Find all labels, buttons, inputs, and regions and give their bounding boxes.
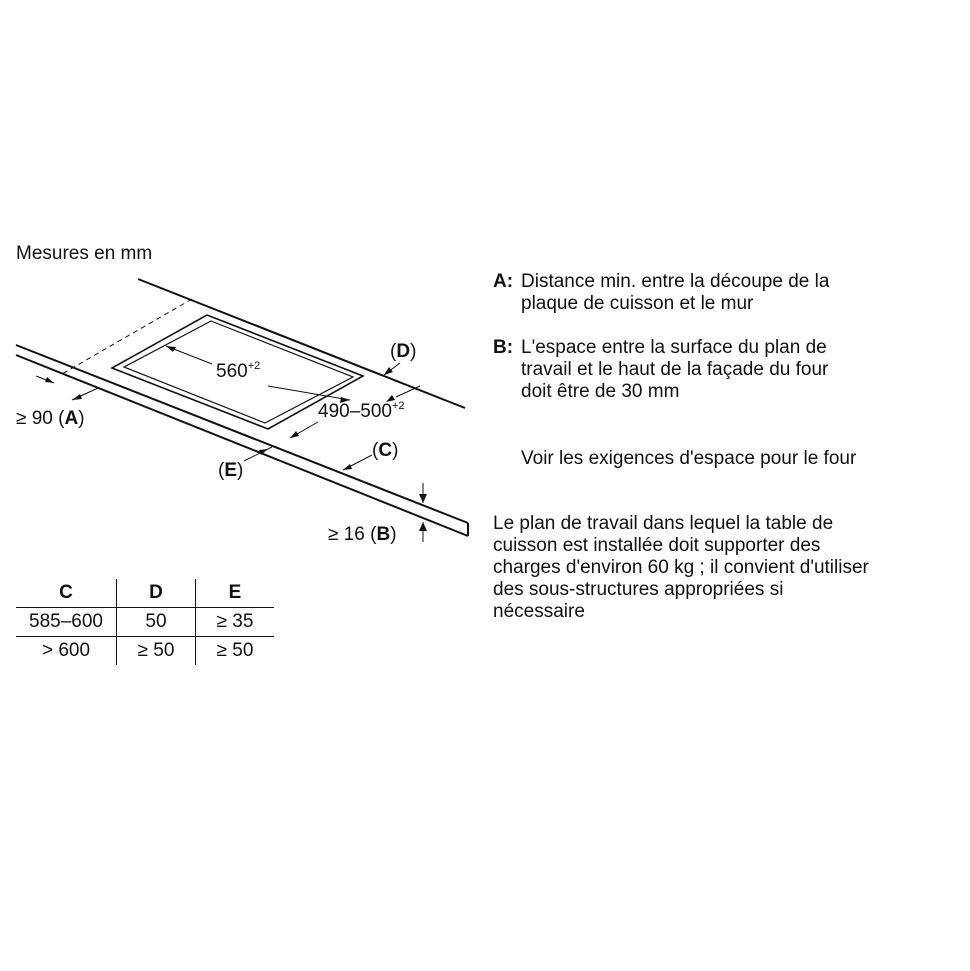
arrowhead [419, 522, 427, 531]
clearance-table [16, 579, 274, 665]
table-cell: 585–600 [29, 611, 103, 632]
legend-item-b [493, 337, 828, 403]
arrowhead [343, 464, 352, 470]
legend-key: B: [493, 337, 514, 358]
table-header-row [16, 579, 274, 608]
units-note: Mesures en mm [16, 243, 153, 264]
table-header: E [196, 579, 275, 608]
table-cell: > 600 [16, 637, 117, 666]
wall-dashed-line [62, 299, 192, 374]
table-header: D [117, 579, 196, 608]
table-header: C [16, 579, 117, 608]
oven-space-note: Voir les exigences d'espace pour le four [521, 448, 857, 469]
arrowhead [419, 494, 427, 503]
table-row [16, 637, 274, 666]
label-e: (E) [218, 460, 244, 481]
label-d: (D) [390, 341, 417, 362]
dim-depth-line-upper [396, 386, 420, 397]
arrowhead [72, 394, 82, 400]
arrowhead [290, 431, 299, 438]
dim-depth-label: $490-500^{+2}$ [318, 400, 405, 422]
table-cell: ≥ 50 [196, 637, 275, 666]
load-bearing-note: Le plan de travail dans lequel la table de cuisson est installée doit supporter des charges d'environ 60 kg ; il convient d'utiliser des sous-structures appropriées si nécessaire [493, 513, 869, 622]
legend-key: A: [493, 271, 514, 292]
legend-text: L'espace entre la surface du plan de travail et le haut de la façade du four doit être de 30 mm [521, 337, 829, 402]
arrowhead [384, 367, 393, 375]
dim-width-label: $560^{+2}$ [216, 360, 261, 382]
label-c: (C) [372, 440, 399, 461]
worktop-cutout-diagram [0, 0, 480, 560]
legend-text: Distance min. entre la découpe de la plaque de cuisson et le mur [521, 271, 830, 314]
arrowhead [166, 346, 176, 352]
arrowhead [45, 377, 54, 383]
table-cell: ≥ 50 [117, 637, 196, 666]
label-a: ≥ 90 (A) [16, 408, 85, 429]
dim-560-line-right [268, 386, 350, 400]
legend-item-a [493, 271, 829, 315]
table-row [16, 608, 274, 637]
label-b: ≥ 16 (B) [328, 524, 397, 545]
table-cell: 50 [117, 608, 196, 637]
table-cell: ≥ 35 [196, 608, 275, 637]
